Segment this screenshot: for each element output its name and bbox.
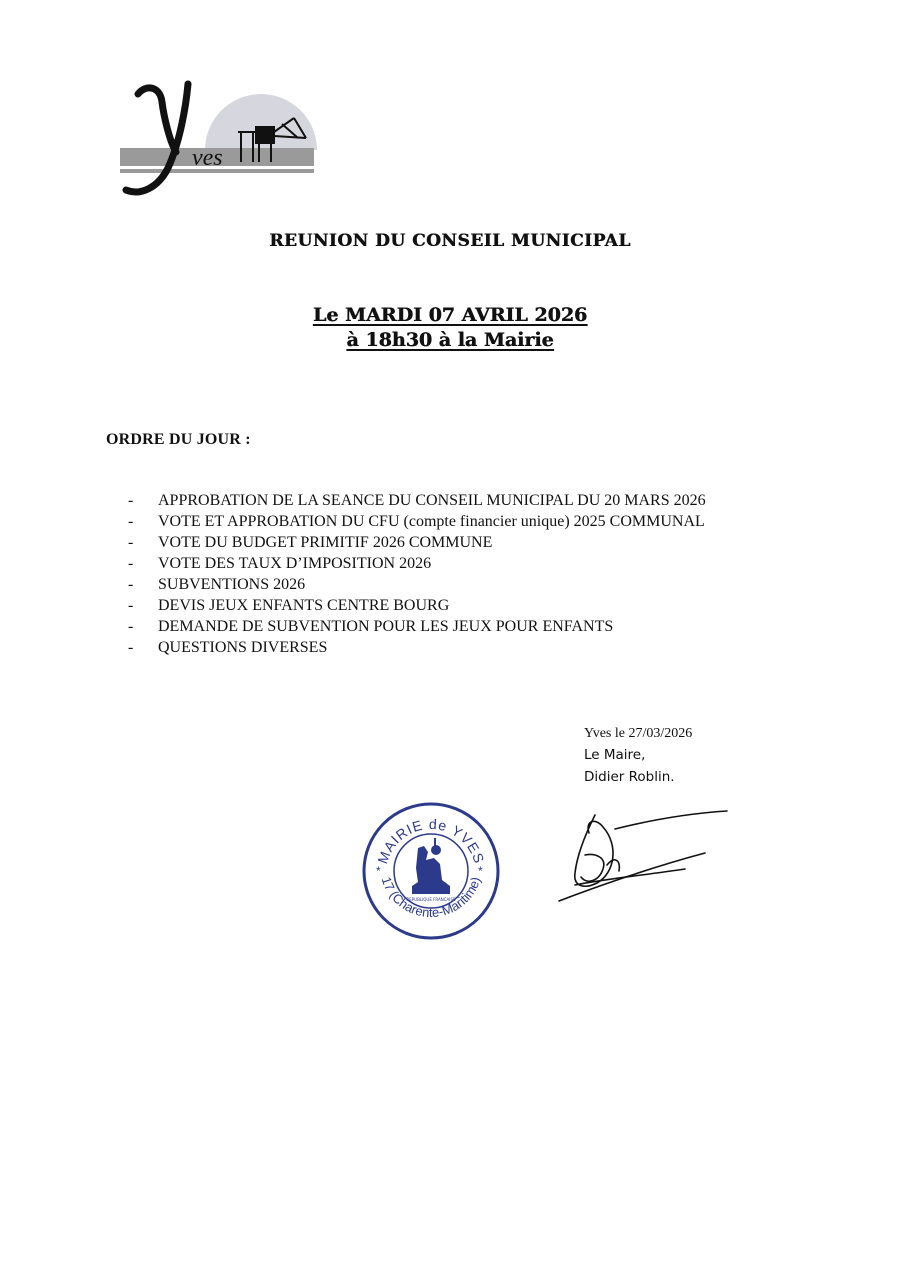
bullet-dash: - xyxy=(128,492,134,509)
bullet-dash: - xyxy=(128,597,134,614)
agenda-item: - APPROBATION DE LA SEANCE DU CONSEIL MUNICIPAL DU 20 MARS 2026 xyxy=(128,492,706,509)
svg-text:*: * xyxy=(478,864,483,878)
agenda-item: - DEVIS JEUX ENFANTS CENTRE BOURG xyxy=(128,597,450,614)
mairie-stamp-icon xyxy=(360,800,502,942)
svg-text:ves: ves xyxy=(192,145,223,171)
agenda-item: - DEMANDE DE SUBVENTION POUR LES JEUX POUR ENFANTS xyxy=(128,618,614,635)
signatory-role: Le Maire, xyxy=(584,747,646,763)
place-date: Yves le 27/03/2026 xyxy=(584,726,693,741)
bullet-dash: - xyxy=(128,618,134,635)
bullet-dash: - xyxy=(128,534,134,551)
bullet-dash: - xyxy=(128,639,134,656)
svg-text:REPUBLIQUE FRANCAISE: REPUBLIQUE FRANCAISE xyxy=(406,897,456,902)
signatory-name: Didier Roblin. xyxy=(584,769,675,785)
page-title: REUNION DU CONSEIL MUNICIPAL xyxy=(269,231,631,251)
agenda-item: - VOTE DU BUDGET PRIMITIF 2026 COMMUNE xyxy=(128,534,493,551)
signature-icon xyxy=(555,795,735,910)
bullet-dash: - xyxy=(128,576,134,593)
meeting-date-line: Le MARDI 07 AVRIL 2026 xyxy=(312,304,588,326)
meeting-place-line: à 18h30 à la Mairie xyxy=(346,329,554,351)
meeting-date xyxy=(0,303,900,353)
signatory xyxy=(584,744,675,788)
bullet-dash: - xyxy=(128,513,134,530)
svg-text:*: * xyxy=(376,864,381,878)
bullet-dash: - xyxy=(128,555,134,572)
agenda-list xyxy=(128,490,706,658)
svg-text:MAIRIE de YVES: MAIRIE de YVES xyxy=(374,815,488,866)
svg-text:17 (Charente-Maritime): 17 (Charente-Maritime) xyxy=(378,874,484,921)
agenda-item: - VOTE DES TAUX D’IMPOSITION 2026 xyxy=(128,555,432,572)
agenda-item: - SUBVENTIONS 2026 xyxy=(128,576,306,593)
yves-logo-icon xyxy=(116,72,321,207)
agenda-item: - QUESTIONS DIVERSES xyxy=(128,639,328,656)
agenda-heading: ORDRE DU JOUR : xyxy=(106,431,251,448)
agenda-item: - VOTE ET APPROBATION DU CFU (compte financier unique) 2025 COMMUNAL xyxy=(128,513,705,530)
